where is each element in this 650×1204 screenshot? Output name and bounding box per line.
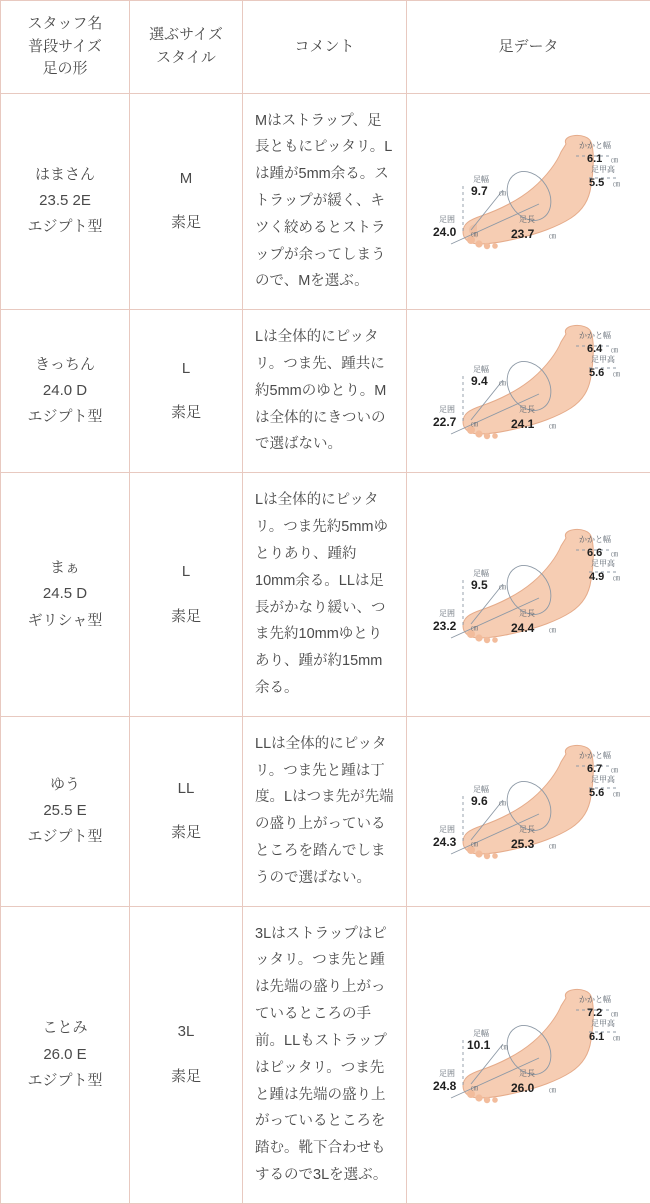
size-cell: [130, 310, 243, 473]
label-width: 足幅: [473, 784, 489, 794]
size-cell: [130, 473, 243, 717]
table-header: [1, 1, 650, 94]
unit-length: ㎝: [549, 843, 556, 850]
foot-measurement-diagram: [411, 316, 647, 466]
header-footdata-label: 足データ: [498, 38, 558, 55]
staff-usual-size: 24.5 D: [43, 585, 87, 602]
unit-width: ㎝: [501, 1044, 508, 1051]
unit-width: ㎝: [499, 190, 506, 197]
unit-girth: ㎝: [471, 421, 478, 428]
label-length: 足長: [519, 609, 535, 618]
label-length: 足長: [519, 405, 535, 414]
staff-cell: [1, 93, 130, 310]
unit-heel: ㎝: [611, 347, 618, 354]
value-length: 26.0: [511, 1081, 535, 1095]
unit-girth: ㎝: [471, 625, 478, 632]
staff-name: まぁ: [50, 559, 80, 576]
comment-cell: Mはストラップ、足長ともにピッタリ。Lは踵が5mm余る。ストラップが緩く、キツく絞めるとストラップが余ってしまうので、Mを選ぶ。: [243, 93, 407, 310]
value-heel: 6.6: [587, 547, 602, 559]
value-girth: 23.2: [433, 619, 457, 633]
size-cell: [130, 906, 243, 1203]
unit-girth: ㎝: [471, 841, 478, 848]
unit-width: ㎝: [499, 380, 506, 387]
staff-foot-type: エジプト型: [27, 828, 102, 845]
chosen-size: L: [134, 559, 238, 585]
unit-length: ㎝: [549, 1087, 556, 1094]
wear-style: 素足: [134, 820, 238, 846]
staff-name: きっちん: [35, 356, 95, 373]
unit-width: ㎝: [499, 584, 506, 591]
unit-heel: ㎝: [611, 1011, 618, 1018]
label-girth: 足囲: [439, 1069, 455, 1078]
unit-heel: ㎝: [611, 551, 618, 558]
label-heel: かかと幅: [579, 140, 611, 150]
value-heel: 6.7: [587, 763, 602, 775]
footdata-cell: [407, 716, 650, 906]
chosen-size: 3L: [134, 1019, 238, 1045]
table-header-row: [1, 1, 650, 94]
unit-instep: ㎝: [613, 371, 620, 378]
staff-cell: [1, 906, 130, 1203]
size-cell: [130, 716, 243, 906]
unit-length: ㎝: [549, 423, 556, 430]
value-instep: 5.6: [589, 367, 604, 379]
unit-instep: ㎝: [613, 575, 620, 582]
header-size-line-1: 選ぶサイズ: [149, 26, 223, 43]
staff-usual-size: 24.0 D: [43, 382, 87, 399]
footdata-cell: [407, 473, 650, 717]
staff-usual-size: 26.0 E: [43, 1046, 86, 1063]
value-girth: 22.7: [433, 415, 457, 429]
value-instep: 6.1: [589, 1031, 604, 1043]
unit-heel: ㎝: [611, 157, 618, 164]
header-staff: [1, 1, 130, 94]
staff-foot-type: エジプト型: [27, 1072, 102, 1089]
foot-measurement-diagram: [411, 736, 647, 886]
unit-heel: ㎝: [611, 767, 618, 774]
staff-usual-size: 23.5 2E: [39, 192, 91, 209]
value-instep: 5.5: [589, 177, 604, 189]
comment-cell: Lは全体的にピッタリ。つま先、踵共に約5mmのゆとり。Mは全体的にきついので選ばない。: [243, 310, 407, 473]
wear-style: 素足: [134, 400, 238, 426]
unit-length: ㎝: [549, 627, 556, 634]
value-length: 24.4: [511, 621, 535, 635]
value-instep: 5.6: [589, 787, 604, 799]
table-row: [1, 906, 650, 1203]
label-width: 足幅: [473, 568, 489, 578]
staff-foot-type: エジプト型: [27, 218, 102, 235]
comment-cell: 3Lはストラップはピッタリ。つま先と踵は先端の盛り上がっているところの手前。LLもストラップはピッタリ。つま先と踵は先端の盛り上がっているところを踏む。靴下合わせもするので3Lを選ぶ。: [243, 906, 407, 1203]
size-cell: [130, 93, 243, 310]
value-heel: 7.2: [587, 1007, 602, 1019]
unit-instep: ㎝: [613, 181, 620, 188]
comment-cell: LLは全体的にピッタリ。つま先と踵は丁度。Lはつま先が先端の盛り上がっているところを踏んでしまうので選ばない。: [243, 716, 407, 906]
value-girth: 24.8: [433, 1079, 457, 1093]
unit-instep: ㎝: [613, 1035, 620, 1042]
header-staff-line-1: スタッフ名: [27, 15, 102, 32]
table-row: [1, 310, 650, 473]
label-girth: 足囲: [439, 215, 455, 224]
label-instep: 足甲高: [591, 354, 615, 364]
label-length: 足長: [519, 825, 535, 834]
unit-length: ㎝: [549, 233, 556, 240]
header-footdata: [407, 1, 650, 94]
header-comment: [243, 1, 407, 94]
staff-name: はまさん: [35, 166, 95, 183]
value-heel: 6.1: [587, 153, 602, 165]
footdata-cell: [407, 310, 650, 473]
label-length: 足長: [519, 215, 535, 224]
header-size: [130, 1, 243, 94]
staff-name: ゆう: [50, 776, 80, 793]
chosen-size: LL: [134, 776, 238, 802]
label-instep: 足甲高: [591, 558, 615, 568]
staff-cell: [1, 473, 130, 717]
chosen-size: L: [134, 356, 238, 382]
footdata-cell: [407, 93, 650, 310]
value-length: 23.7: [511, 227, 535, 241]
header-size-line-2: スタイル: [156, 49, 216, 66]
header-staff-line-2: 普段サイズ: [28, 38, 102, 55]
staff-foot-type: エジプト型: [27, 408, 102, 425]
wear-style: 素足: [134, 210, 238, 236]
value-width: 9.6: [471, 794, 488, 808]
staff-usual-size: 25.5 E: [43, 802, 86, 819]
value-girth: 24.0: [433, 225, 457, 239]
label-width: 足幅: [473, 1028, 489, 1038]
label-girth: 足囲: [439, 405, 455, 414]
table-row: [1, 93, 650, 310]
unit-instep: ㎝: [613, 791, 620, 798]
staff-name: ことみ: [42, 1019, 87, 1036]
value-width: 9.5: [471, 578, 488, 592]
comment-cell: Lは全体的にピッタリ。つま先約5mmゆとりあり、踵約10mm余る。LLは足長がかなり緩い、つま先約10mmゆとりあり、踵が約15mm余る。: [243, 473, 407, 717]
wear-style: 素足: [134, 1064, 238, 1090]
header-comment-label: コメント: [294, 38, 354, 55]
value-width: 9.7: [471, 184, 488, 198]
foot-measurement-diagram: [411, 980, 647, 1130]
value-instep: 4.9: [589, 571, 604, 583]
staff-cell: [1, 310, 130, 473]
label-girth: 足囲: [439, 609, 455, 618]
unit-girth: ㎝: [471, 231, 478, 238]
unit-girth: ㎝: [471, 1085, 478, 1092]
table-body: [1, 93, 650, 1203]
value-width: 9.4: [471, 374, 488, 388]
value-length: 25.3: [511, 837, 535, 851]
label-length: 足長: [519, 1069, 535, 1078]
value-length: 24.1: [511, 417, 535, 431]
foot-measurement-diagram: [411, 520, 647, 670]
chosen-size: M: [134, 166, 238, 192]
label-heel: かかと幅: [579, 750, 611, 760]
value-heel: 6.4: [587, 343, 603, 355]
label-heel: かかと幅: [579, 330, 611, 340]
table-row: [1, 473, 650, 717]
wear-style: 素足: [134, 604, 238, 630]
label-width: 足幅: [473, 364, 489, 374]
label-heel: かかと幅: [579, 994, 611, 1004]
staff-foot-type: ギリシャ型: [28, 612, 103, 629]
foot-measurement-diagram: [411, 126, 647, 276]
label-heel: かかと幅: [579, 534, 611, 544]
value-girth: 24.3: [433, 835, 457, 849]
label-instep: 足甲高: [591, 1018, 615, 1028]
value-width: 10.1: [467, 1038, 491, 1052]
staff-cell: [1, 716, 130, 906]
footdata-cell: [407, 906, 650, 1203]
label-girth: 足囲: [439, 825, 455, 834]
label-instep: 足甲高: [591, 164, 615, 174]
unit-width: ㎝: [499, 800, 506, 807]
table-row: [1, 716, 650, 906]
label-width: 足幅: [473, 174, 489, 184]
label-instep: 足甲高: [591, 774, 615, 784]
header-staff-line-3: 足の形: [42, 60, 87, 77]
